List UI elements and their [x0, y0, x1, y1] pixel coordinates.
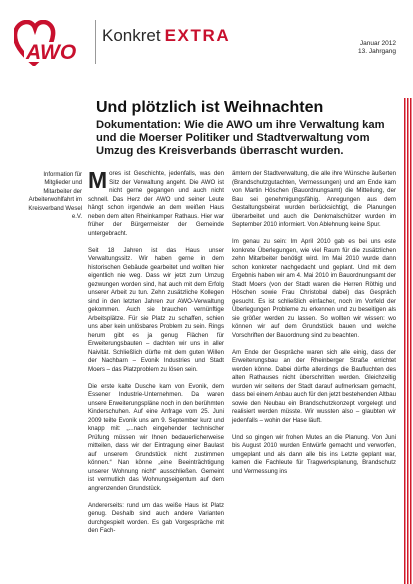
- article-column-right: [232, 170, 396, 485]
- extra-label: EXTRA: [164, 26, 231, 45]
- issue-date: Januar 2012: [359, 40, 396, 47]
- paragraph-4: Andererseits: rund um das weiße Haus ist Platz genug. Deshalb sind auch andere Varianten durchgespielt worden. Es gab Vorgespräche mit den Fach-: [88, 501, 224, 534]
- paragraph-6: Im genau zu sein: Im April 2010 gab es bei uns este konkrete Überlegungen, wie viel Raum für die zusätzlichen zehn Mitarbeiter benötigt wird. Im Mai 2010 wurde dann schon konkreter nachgedacht und geplant. Und mit dem Ergebnis haben wir am 4. Mai 2010 im Bauordnungsamt der Stadt Moers (von der Stadt waren die Herren Röthig und Höschen sowie Frau Christobal dabei) das Gespräch gesucht. Es ist schließlich einfacher, noch im Vorfeld der Überlegungen Probleme zu erkennen und zu beseitigen als sie größer werden zu lassen. So wollten wir wissen: wo können wir auf dem Grundstück bauen und welche Vorschriften der Bauordnung sind zu beachten.: [232, 238, 396, 339]
- brand-text: Konkret: [102, 26, 161, 45]
- paragraph-2: Seit 18 Jahren ist das Haus unser Verwaltungssitz. Wir haben gerne in dem historischen Gebäude gearbeitet und wollten hier eigentlich nie weg. Dass wir jetzt zum Umzug gezwungen worden sind, hat auch mit dem Erfolg unserer Arbeit zu tun. Zehn zusätzliche Kollegen sind in den letzten Jahren zur AWO-Verwaltung gekommen. Auch sie brauchen vernünftige Arbeitsplätze. Für sie Platz zu schaffen, schien uns aber kein unlösbares Problem zu sein. Rings herum gibt es ja genug Flächen für Erweiterungsbauten – dachten wir uns in aller Naivität. Schließlich dürfte mit dem guten Willen der Nachbarn – Evonik Industries und Stadt Moers – das Platzproblem zu lösen sein.: [88, 246, 224, 373]
- awo-logo: [14, 20, 94, 66]
- paragraph-3: Die erste kalte Dusche kam von Evonik, dem Essener Industrie-Unternehmen. Da waren unsere Erweiterungspläne noch in den berühmten Kinderschuhen. Auf eine Anfrage vom 25. Juni 2009 teilte Evonik uns am 9. September kurz und knapp mit: „...nach eingehender technischer Prüfung müssen wir Ihnen bedauerlicherweise mitteilen, dass wir der Eintragung einer Baulast auf unserem Grundstück nicht zustimmen können.“ Nan könne „eine Beeinträchtigung unserer Wohnung nicht“ ausschließen. Gemeint ist vermutlich das Wohnungseigentum auf dem angrenzenden Grundstück.: [88, 382, 224, 492]
- header-divider: [95, 20, 96, 64]
- dropcap: M: [88, 167, 108, 193]
- sidebar-info: Information für Mitglieder und Mitarbeiter der Arbeiterwohlfahrt im Kreisverband Wesel e.V.: [28, 172, 82, 221]
- paragraph-1: [88, 167, 224, 238]
- paragraph-5: ämtern der Stadtverwaltung, die alle ihre Wünsche äußerten (Brandschutzgutachten, Vermessungen) und am Ende kam von Martin Höschen (Bauordnungsamt) die Mitteilung, der Bau sei genehmigungsfähig. Anregungen aus dem Gestaltungsbeirat wurden berücksichtigt, die Planungen überarbeitet und auch die Denkmalschützer wurden im September 2010 informiert. Von Ablehnung keine Spur.: [232, 170, 396, 228]
- paragraph-8: Und so gingen wir frohen Mutes an die Planung. Von Juni bis August 2010 wurden Entwürfe gemacht und verworfen, umgeplant und als dann alle bis ins Letzte geplant war, kamen die Fachleute für Tragwerksplanung, Brandschutz und Vermessung ins: [232, 433, 396, 475]
- paragraph-7: Am Ende der Gespräche waren sich alle einig, dass der Erweiterungsbau an der Rheinberger Straße errichtet werden könne. Dabei dürfte allerdings die Baufluchten des alten Rathauses nicht überschritten werden. Gleichzeitig wurden wir seitens der Stadt darauf aufmerksam gemacht, dass bei einem Anbau auch für den jetzt bestehenden Altbau sowie den Neubau ein Brandschutzkonzept vorgelegt und realisiert werden müsste. Wir wussten also – glaubten wir jedenfalls – wohin der Hase läuft.: [232, 348, 396, 424]
- issue-volume: 13. Jahrgang: [358, 48, 396, 55]
- article-column-left: [88, 167, 224, 544]
- issue-info: [358, 40, 396, 56]
- publication-title: [102, 26, 230, 46]
- logo-text: AWO: [26, 41, 77, 64]
- headline: Und plötzlich ist Weihnachten: [96, 99, 324, 116]
- paragraph-1-text: ores ist Geschichte, jedenfalls, was den Sitz der Verwaltung angeht. Die AWO ist nicht gerne gegangen und auch nicht schnell. Das Herz der AWO und seiner Leute hängt schon irgendwie an dem weißen Haus neben dem alten Rheinkamper Rathaus. Hier war früher der Bürgermeister der Gemeinde untergebracht.: [88, 170, 224, 237]
- subheadline: Dokumentation: Wie die AWO um ihre Verwaltung kam und die Moerser Politiker und Stadtverwaltung vom Umzug des Kreisverbands überrascht wurden.: [96, 119, 385, 157]
- decorative-red-bar: [404, 98, 413, 584]
